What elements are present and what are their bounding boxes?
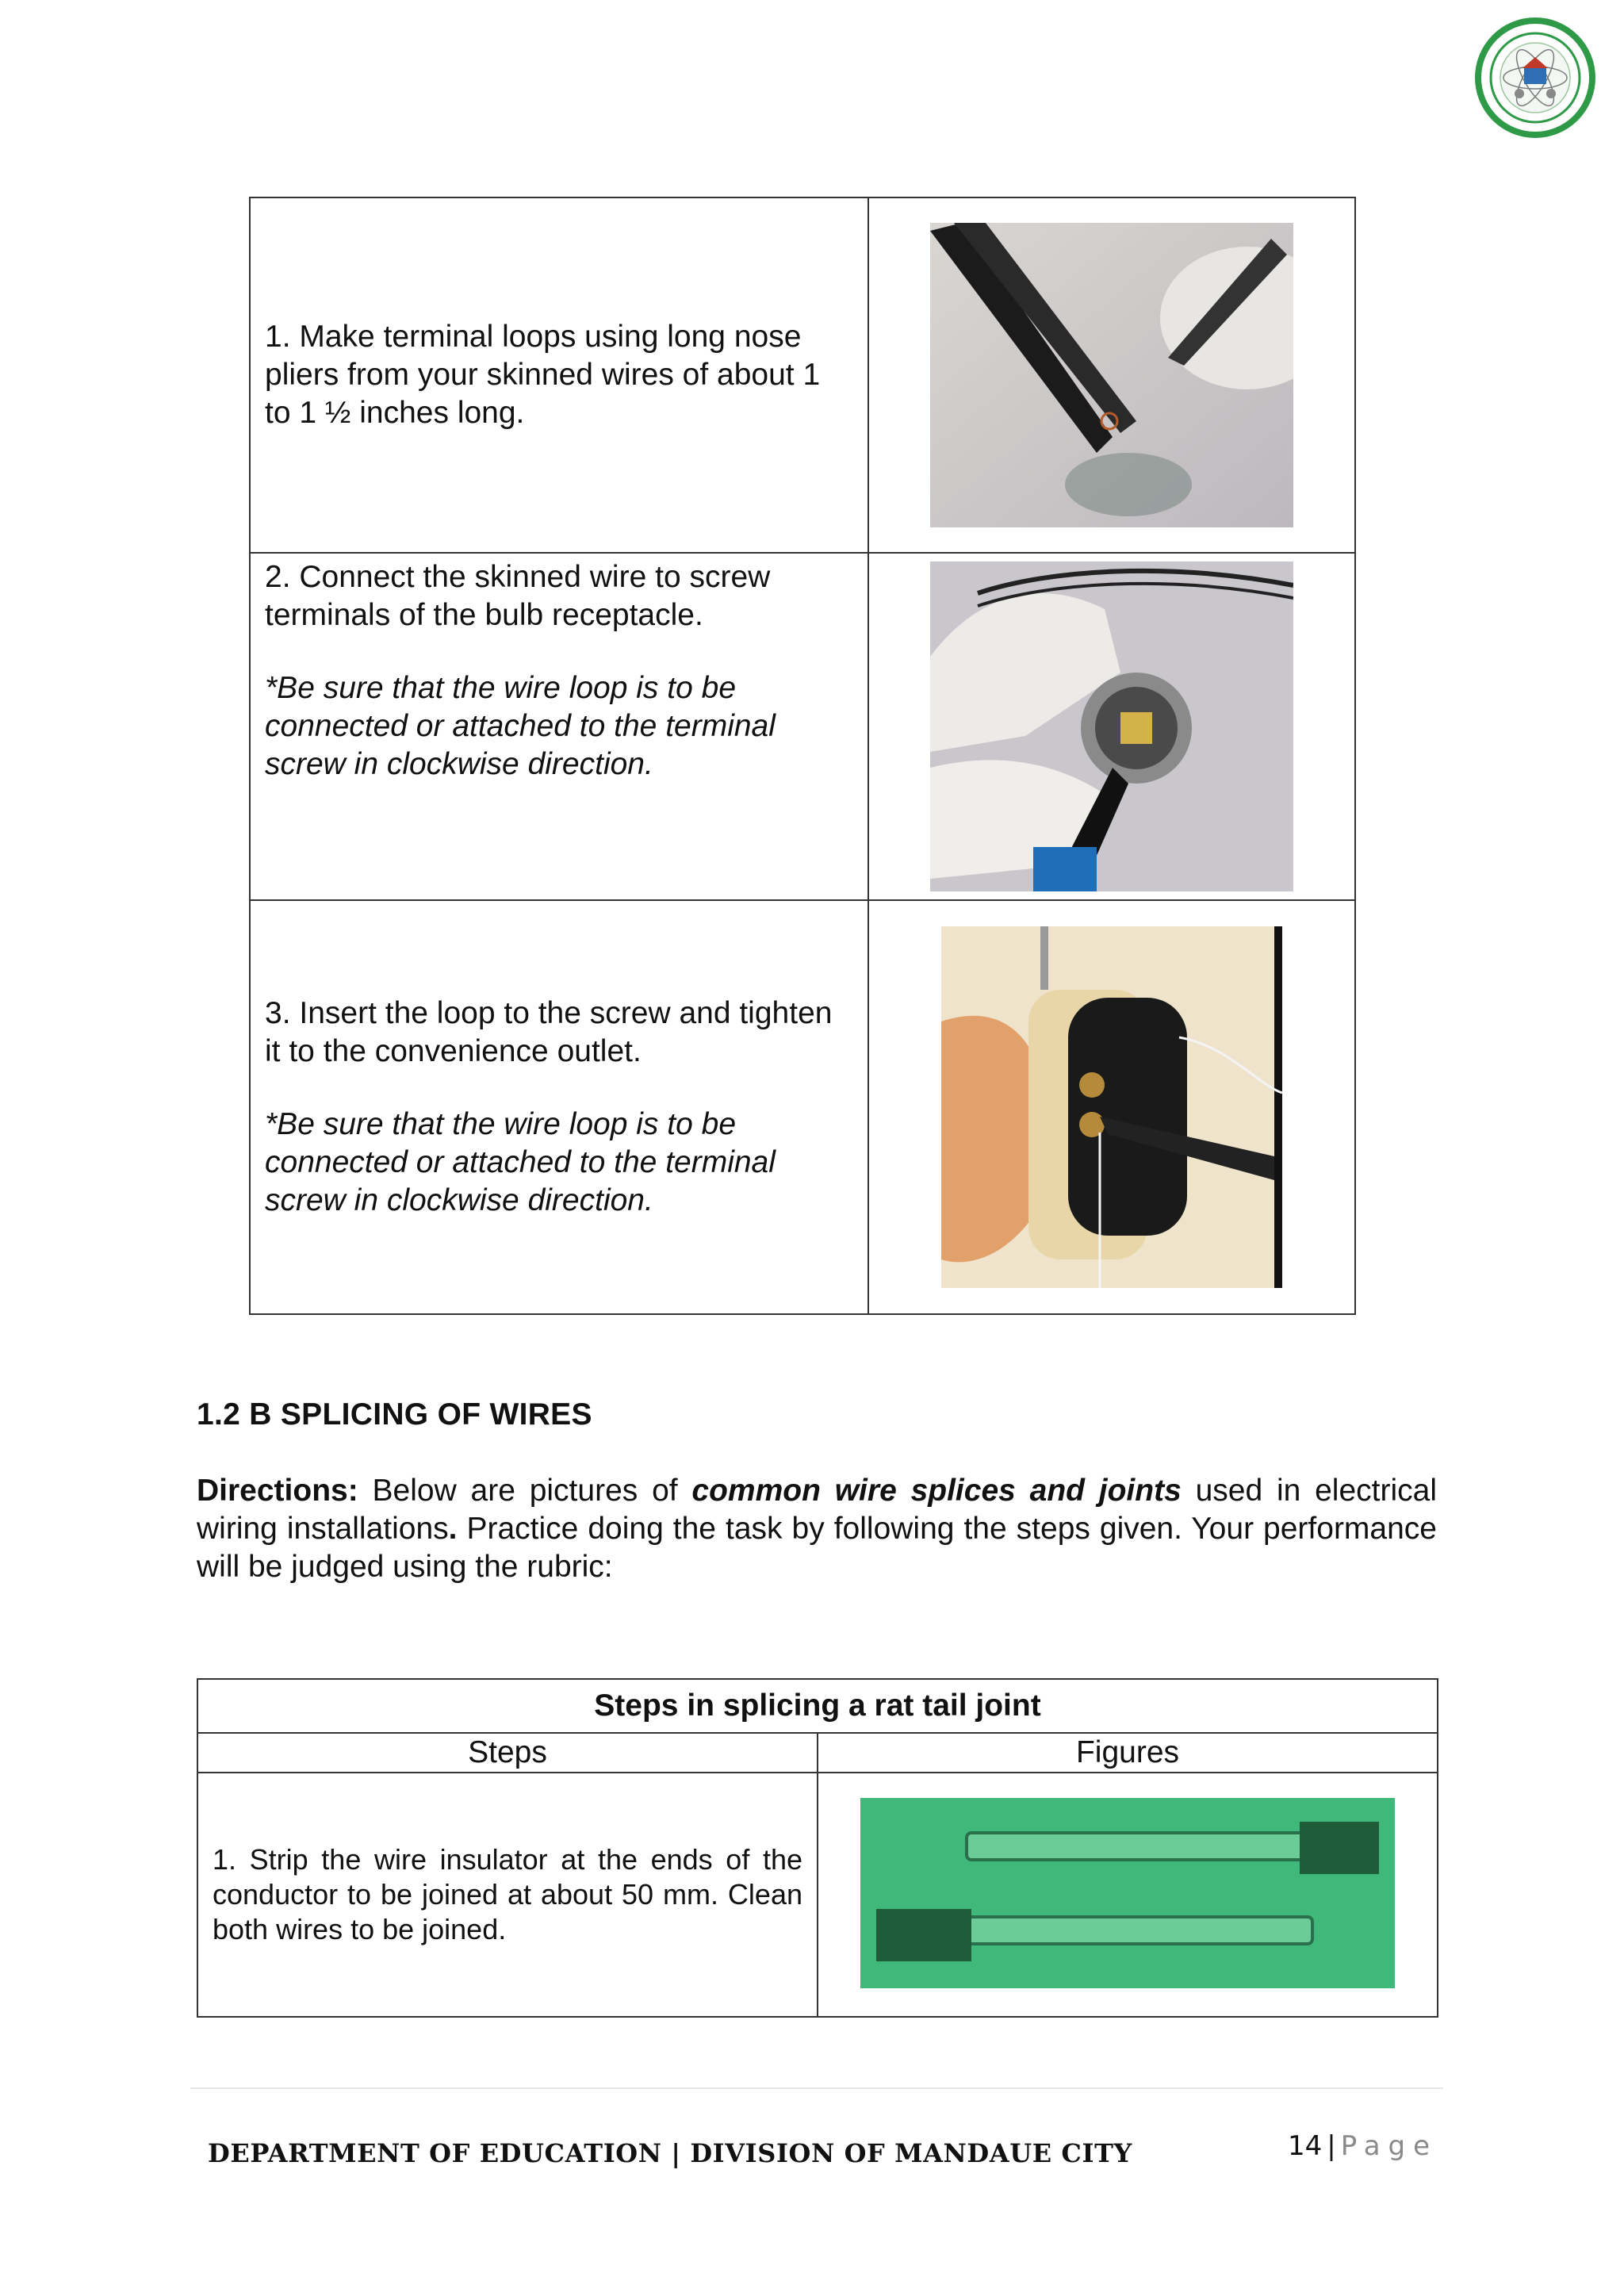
directions-text: used in electrical wiring installations <box>197 1474 1437 1546</box>
table-row <box>197 1773 1438 2017</box>
directions-emphasis: common wire splices and joints <box>691 1474 1182 1508</box>
directions-period: . <box>448 1512 458 1546</box>
column-header-figures: Figures <box>818 1733 1438 1773</box>
table-row <box>250 553 1355 900</box>
step-text: 1. Make terminal loops using long nose pliers from your skinned wires of about 1 to 1 ½ inches long. <box>265 320 821 430</box>
step-note: *Be sure that the wire loop is to be connected or attached to the terminal screw in clockwise direction. <box>265 1107 776 1217</box>
step-text: 1. Strip the wire insulator at the ends of the conductor to be joined at about 50 mm. Clean both wires to be joined. <box>213 1843 802 1945</box>
table-row <box>250 900 1355 1314</box>
bulb-receptacle-photo <box>930 562 1293 891</box>
directions-label: Directions: <box>197 1474 358 1508</box>
table-row <box>250 197 1355 553</box>
directions-paragraph <box>197 1472 1437 1586</box>
step-cell <box>250 553 868 900</box>
figure-cell <box>818 1773 1438 2017</box>
division-seal-logo <box>1475 17 1595 138</box>
procedure-table <box>249 197 1356 1315</box>
step-text: 2. Connect the skinned wire to screw terminals of the bulb receptacle. <box>265 560 771 632</box>
pliers-loop-photo <box>930 223 1293 527</box>
step-cell <box>197 1773 818 2017</box>
directions-text: Below are pictures of <box>358 1474 692 1508</box>
table-title: Steps in splicing a rat tail joint <box>197 1679 1438 1733</box>
figure-cell <box>868 900 1355 1314</box>
figure-cell <box>868 553 1355 900</box>
page-separator: | <box>1327 2130 1336 2162</box>
table-header-row <box>197 1733 1438 1773</box>
step-text: 3. Insert the loop to the screw and tighten it to the convenience outlet. <box>265 996 833 1068</box>
section-heading: 1.2 B SPLICING OF WIRES <box>197 1397 592 1432</box>
step-cell <box>250 900 868 1314</box>
footer-department: DEPARTMENT OF EDUCATION | DIVISION OF MANDAUE CITY <box>208 2138 1132 2168</box>
convenience-outlet-photo <box>941 926 1282 1288</box>
page-number: 14 <box>1288 2130 1323 2162</box>
footer-divider <box>190 2087 1443 2089</box>
rat-tail-joint-table <box>197 1678 1438 2018</box>
step-cell <box>250 197 868 553</box>
column-header-steps: Steps <box>197 1733 818 1773</box>
figure-cell <box>868 197 1355 553</box>
directions-text: Practice doing the task by following the steps given. Your performance will be judged using the rubric: <box>197 1512 1437 1584</box>
footer-page-info <box>1288 2130 1438 2162</box>
step-note: *Be sure that the wire loop is to be connected or attached to the terminal screw in clockwise direction. <box>265 671 776 781</box>
page-label: Page <box>1340 2130 1438 2162</box>
table-title-row <box>197 1679 1438 1733</box>
stripped-wires-photo <box>860 1798 1395 1988</box>
